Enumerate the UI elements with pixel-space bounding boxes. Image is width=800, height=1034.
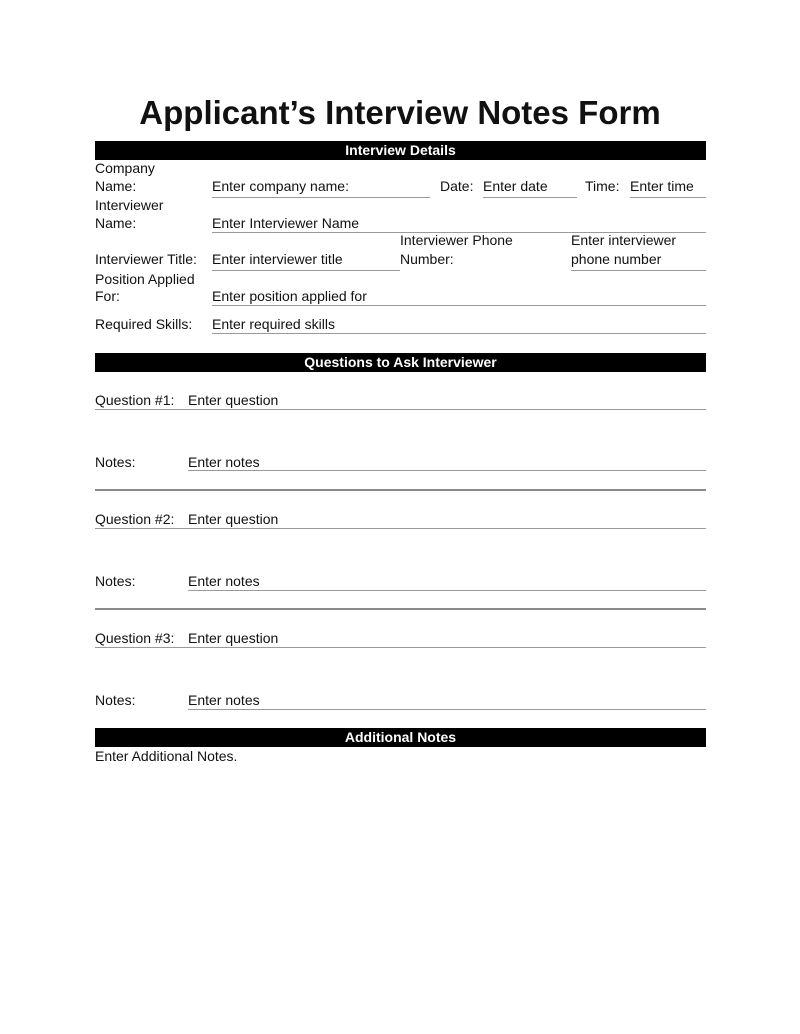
notes-1-label: Notes: [95, 454, 136, 470]
divider [95, 489, 706, 491]
notes-1-underline [188, 470, 706, 471]
skills-underline [212, 333, 706, 334]
skills-label: Required Skills: [95, 316, 193, 332]
question-3-field[interactable]: Enter question [188, 630, 279, 646]
interviewer-title-underline [212, 270, 400, 271]
company-name-field[interactable]: Enter company name: [212, 178, 349, 194]
section-header-questions: Questions to Ask Interviewer [95, 353, 706, 372]
notes-3-label: Notes: [95, 692, 136, 708]
interviewer-name-label: Interviewer [95, 197, 164, 213]
interviewer-name-field[interactable]: Enter Interviewer Name [212, 215, 360, 231]
question-2-field[interactable]: Enter question [188, 511, 279, 527]
phone-label: Interviewer Phone [400, 232, 513, 248]
date-field[interactable]: Enter date [483, 178, 548, 194]
interviewer-title-field[interactable]: Enter interviewer title [212, 251, 343, 267]
time-field[interactable]: Enter time [630, 178, 694, 194]
time-field-underline [630, 197, 706, 198]
question-2-underline [95, 528, 706, 529]
time-label: Time: [585, 178, 620, 194]
question-1-label: Question #1: [95, 392, 175, 408]
skills-field[interactable]: Enter required skills [212, 316, 335, 332]
section-header-interview-details: Interview Details [95, 141, 706, 160]
notes-2-label: Notes: [95, 573, 136, 589]
question-2-label: Question #2: [95, 511, 175, 527]
interviewer-title-label: Interviewer Title: [95, 251, 197, 267]
question-3-label: Question #3: [95, 630, 175, 646]
question-1-underline [95, 409, 706, 410]
date-field-underline [483, 197, 577, 198]
question-1-field[interactable]: Enter question [188, 392, 279, 408]
position-label-cont: For: [95, 288, 120, 304]
position-label: Position Applied [95, 271, 195, 287]
company-label-cont: Name: [95, 178, 137, 194]
company-field-underline [212, 197, 430, 198]
notes-3-underline [188, 709, 706, 710]
page-title: Applicant’s Interview Notes Form [139, 94, 661, 131]
phone-field-underline [571, 270, 706, 271]
notes-1-field[interactable]: Enter notes [188, 454, 260, 470]
additional-notes-field[interactable]: Enter Additional Notes. [95, 748, 238, 764]
interviewer-name-label-cont: Name: [95, 215, 137, 231]
divider [95, 608, 706, 610]
notes-2-underline [188, 590, 706, 591]
phone-field-cont[interactable]: phone number [571, 251, 662, 267]
date-label: Date: [440, 178, 474, 194]
notes-2-field[interactable]: Enter notes [188, 573, 260, 589]
section-header-additional-notes: Additional Notes [95, 728, 706, 747]
position-underline [212, 305, 706, 306]
phone-field[interactable]: Enter interviewer [571, 232, 677, 248]
position-field[interactable]: Enter position applied for [212, 288, 367, 304]
notes-3-field[interactable]: Enter notes [188, 692, 260, 708]
company-label: Company [95, 160, 155, 176]
phone-label-cont: Number: [400, 251, 454, 267]
question-3-underline [95, 647, 706, 648]
